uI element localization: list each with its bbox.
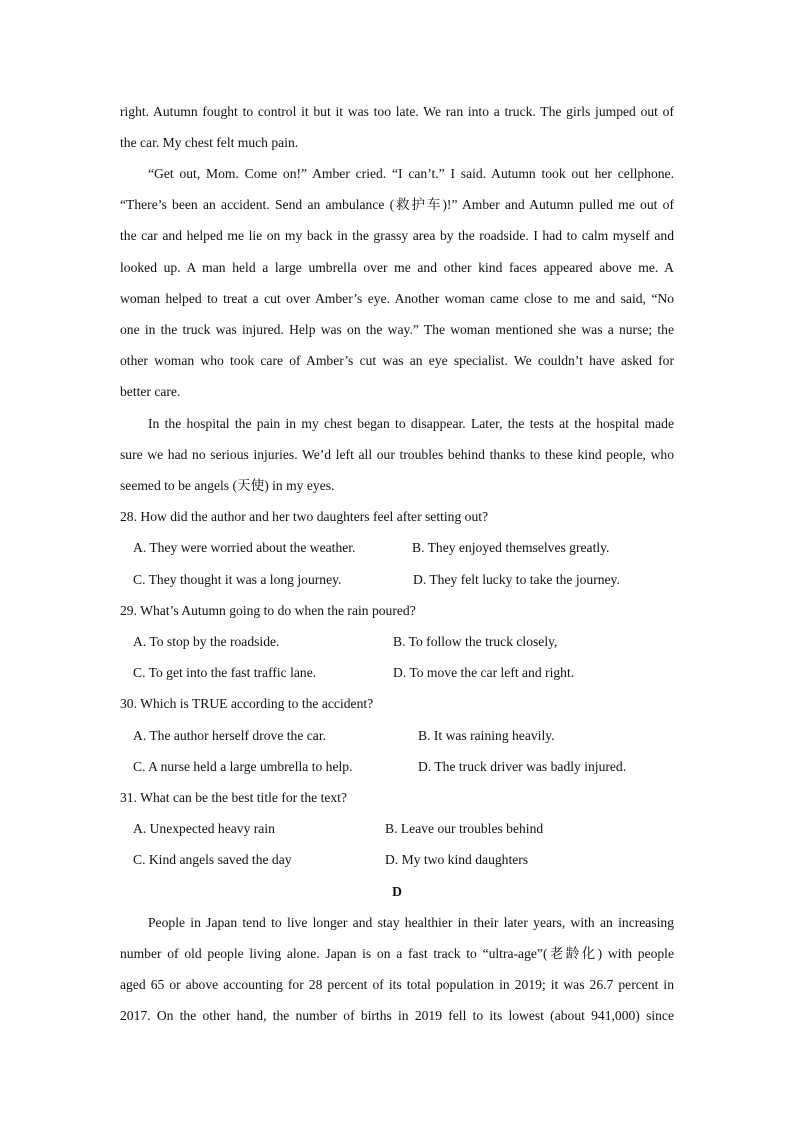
section-heading: D [392, 884, 402, 899]
option-b: B. It was raining heavily. [418, 728, 555, 743]
question-stem: 31. What can be the best title for the text? [120, 790, 347, 805]
option-d: D. My two kind daughters [385, 852, 529, 867]
option-d: D. The truck driver was badly injured. [418, 759, 627, 774]
option-a: A. Unexpected heavy rain [133, 821, 275, 836]
passage-line: the car. My chest felt much pain. [120, 135, 299, 150]
passage-line: People in Japan tend to live longer and stay healthier in their later years, with an increasing [148, 915, 674, 930]
passage-line: aged 65 or above accounting for 28 percent of its total population in 2019; it was 26.7 percent in [120, 977, 674, 992]
passage-line: right. Autumn fought to control it but it was too late. We ran into a truck. The girls jumped out of [120, 104, 674, 119]
option-b: B. Leave our troubles behind [385, 821, 544, 836]
question-stem: 28. How did the author and her two daughters feel after setting out? [120, 509, 489, 524]
passage-line: the car and helped me lie on my back in the grassy area by the roadside. I had to calm myself and [120, 228, 674, 243]
passage-line: other woman who took care of Amber’s cut was an eye specialist. We couldn’t have asked for [120, 353, 674, 368]
option-c: C. Kind angels saved the day [133, 852, 292, 867]
option-a: A. They were worried about the weather. [133, 540, 356, 555]
passage-line: one in the truck was injured. Help was on the way.” The woman mentioned she was a nurse; the [120, 322, 674, 337]
option-b: B. To follow the truck closely, [393, 634, 558, 649]
passage-line: 2017. On the other hand, the number of births in 2019 fell to its lowest (about 941,000) since [120, 1008, 674, 1023]
option-c: C. To get into the fast traffic lane. [133, 665, 317, 680]
option-d: D. They felt lucky to take the journey. [413, 572, 620, 587]
passage-line: seemed to be angels (天使) in my eyes. [120, 478, 335, 493]
option-b: B. They enjoyed themselves greatly. [412, 540, 610, 555]
option-a: A. The author herself drove the car. [133, 728, 327, 743]
passage-line: number of old people living alone. Japan is on a fast track to “ultra-age”(老龄化) with people [120, 946, 674, 961]
passage-line: woman helped to treat a cut over Amber’s eye. Another woman came close to me and said, “No [120, 291, 674, 306]
passage-line: sure we had no serious injuries. We’d left all our troubles behind thanks to these kind people, who [120, 447, 674, 462]
option-d: D. To move the car left and right. [393, 665, 575, 680]
passage-line: In the hospital the pain in my chest began to disappear. Later, the tests at the hospital made [148, 416, 674, 431]
option-a: A. To stop by the roadside. [133, 634, 280, 649]
option-c: C. They thought it was a long journey. [133, 572, 342, 587]
passage-line: “There’s been an accident. Send an ambulance (救护车)!” Amber and Autumn pulled me out of [120, 197, 674, 212]
option-c: C. A nurse held a large umbrella to help. [133, 759, 353, 774]
passage-line: “Get out, Mom. Come on!” Amber cried. “I can’t.” I said. Autumn took out her cellphone. [148, 166, 674, 181]
question-stem: 29. What’s Autumn going to do when the rain poured? [120, 603, 416, 618]
passage-line: looked up. A man held a large umbrella over me and other kind faces appeared above me. A [120, 260, 674, 275]
passage-line: better care. [120, 384, 181, 399]
question-stem: 30. Which is TRUE according to the accident? [120, 696, 374, 711]
